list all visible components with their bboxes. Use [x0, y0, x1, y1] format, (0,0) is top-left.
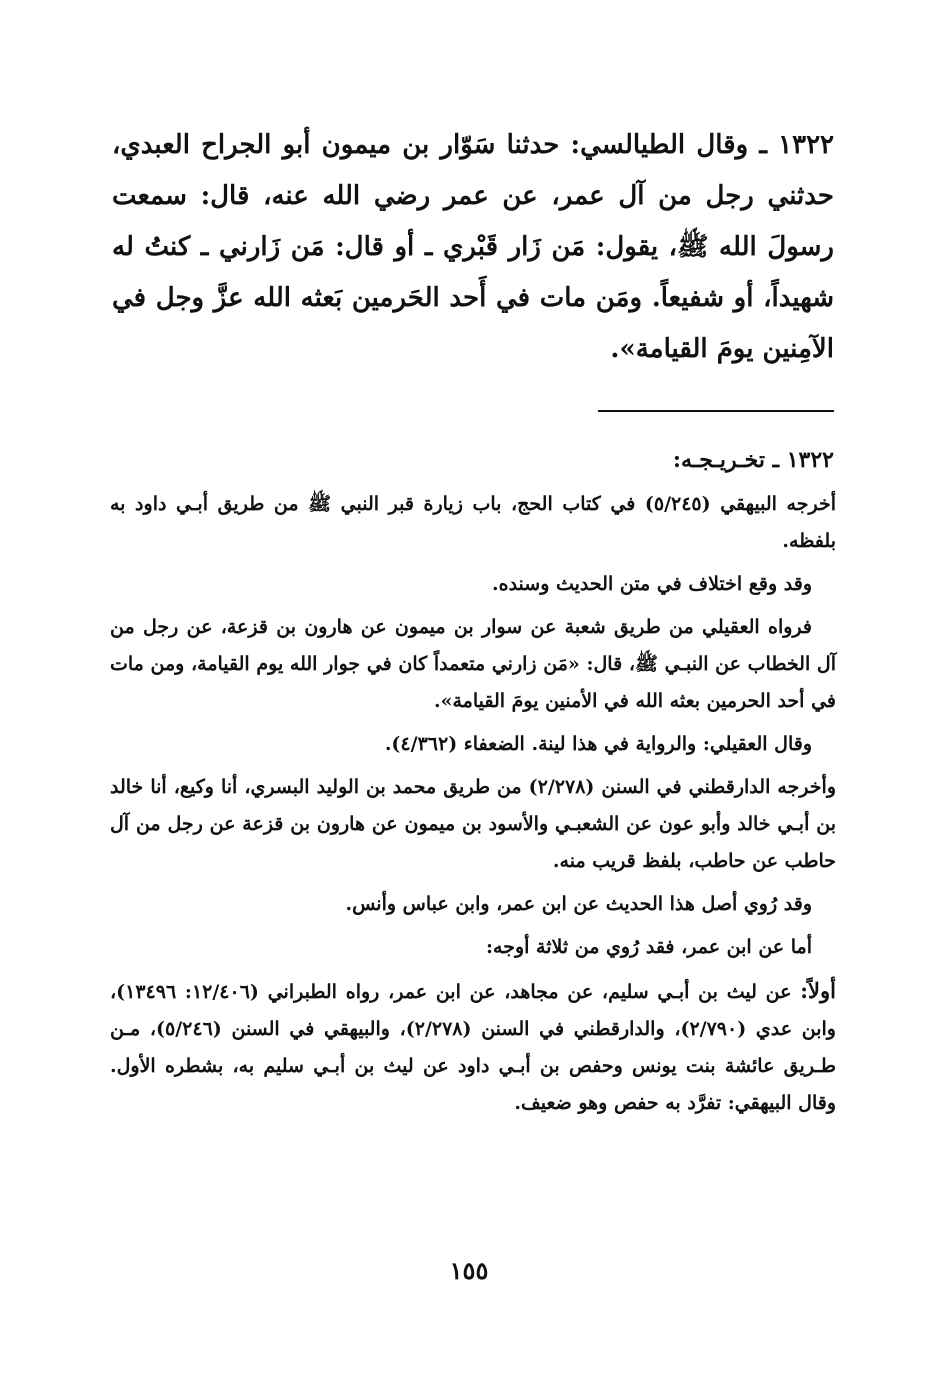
hadith-text: ١٣٢٢ ـ وقال الطيالسي: حدثنا سَوّار بن ميمون أبو الجراح العبدي، حدثني رجل من آل عمر، عن عمر رضي الله عنه، قال: سمعت رسولَ الله ﷺ، يقول: مَن زَار قَبْري ـ أو قال: مَن زَارني ـ كنتُ له شهيداً، أو شفيعاً. ومَن مات في أَحد الحَرمين بَعثه الله عزَّ وجل في الآمِنين يومَ القيامة».	[112, 130, 834, 364]
note-paragraph: وقد رُوي أصل هذا الحديث عن ابن عمر، وابن عباس وأنس.	[345, 893, 812, 915]
note-paragraph-first	[110, 972, 836, 1122]
note-paragraph: وقال العقيلي: والرواية في هذا لينة. الضعفاء (٤/٣٦٢).	[384, 733, 812, 755]
note-paragraph: أما عن ابن عمر، فقد رُوي من ثلاثة أوجه:	[486, 936, 812, 958]
first-way-text: عن ليث بن أبـي سليم، عن مجاهد، عن ابن عمر، رواه الطبراني (١٢/٤٠٦: ١٣٤٩٦)، وابن عدي (٢/٧٩٠)، والدارقطني في السنن (٢/٢٧٨)، والبيهقي في السنن (٥/٢٤٦)، مـن طـريق عائشة بنت يونس وحفص بن أبـي داود عن ليث بن أبـي سليم به، بشطره الأول. وقال البيهقي: تفرَّد به حفص وهو ضعيف.	[110, 981, 836, 1114]
takhrij-notes	[110, 486, 836, 1128]
takhrij-heading: ١٣٢٢ ـ تخـريـجـه:	[672, 447, 834, 473]
note-paragraph: وقد وقع اختلاف في متن الحديث وسنده.	[492, 573, 812, 595]
note-paragraph: وأخرجه الدارقطني في السنن (٢/٢٧٨) من طريق محمد بن الوليد البسري، أنا وكيع، أنا خالد بن أبـي خالد وأبو عون عن الشعبـي والأسود بن ميمون عن هارون بن قزعة عن رجل من آل حاطب عن حاطب، بلفظ قريب منه.	[110, 776, 836, 872]
footnote-separator	[598, 410, 834, 412]
note-paragraph: فرواه العقيلي من طريق شعبة عن سوار بن ميمون عن هارون بن قزعة، عن رجل من آل الخطاب عن النبـي ﷺ، قال: «مَن زارني متعمداً كان في جوار الله يوم القيامة، ومن مات في أحد الحرمين بعثه الله في الأمنين يومَ القيامة».	[110, 616, 836, 712]
first-way-label: أولاً:	[800, 978, 836, 1003]
note-paragraph: أخرجه البيهقي (٥/٢٤٥) في كتاب الحج، باب زيارة قبر النبي ﷺ من طريق أبـي داود به بلفظه.	[110, 493, 836, 552]
page-number: ١٥٥	[449, 1256, 489, 1285]
